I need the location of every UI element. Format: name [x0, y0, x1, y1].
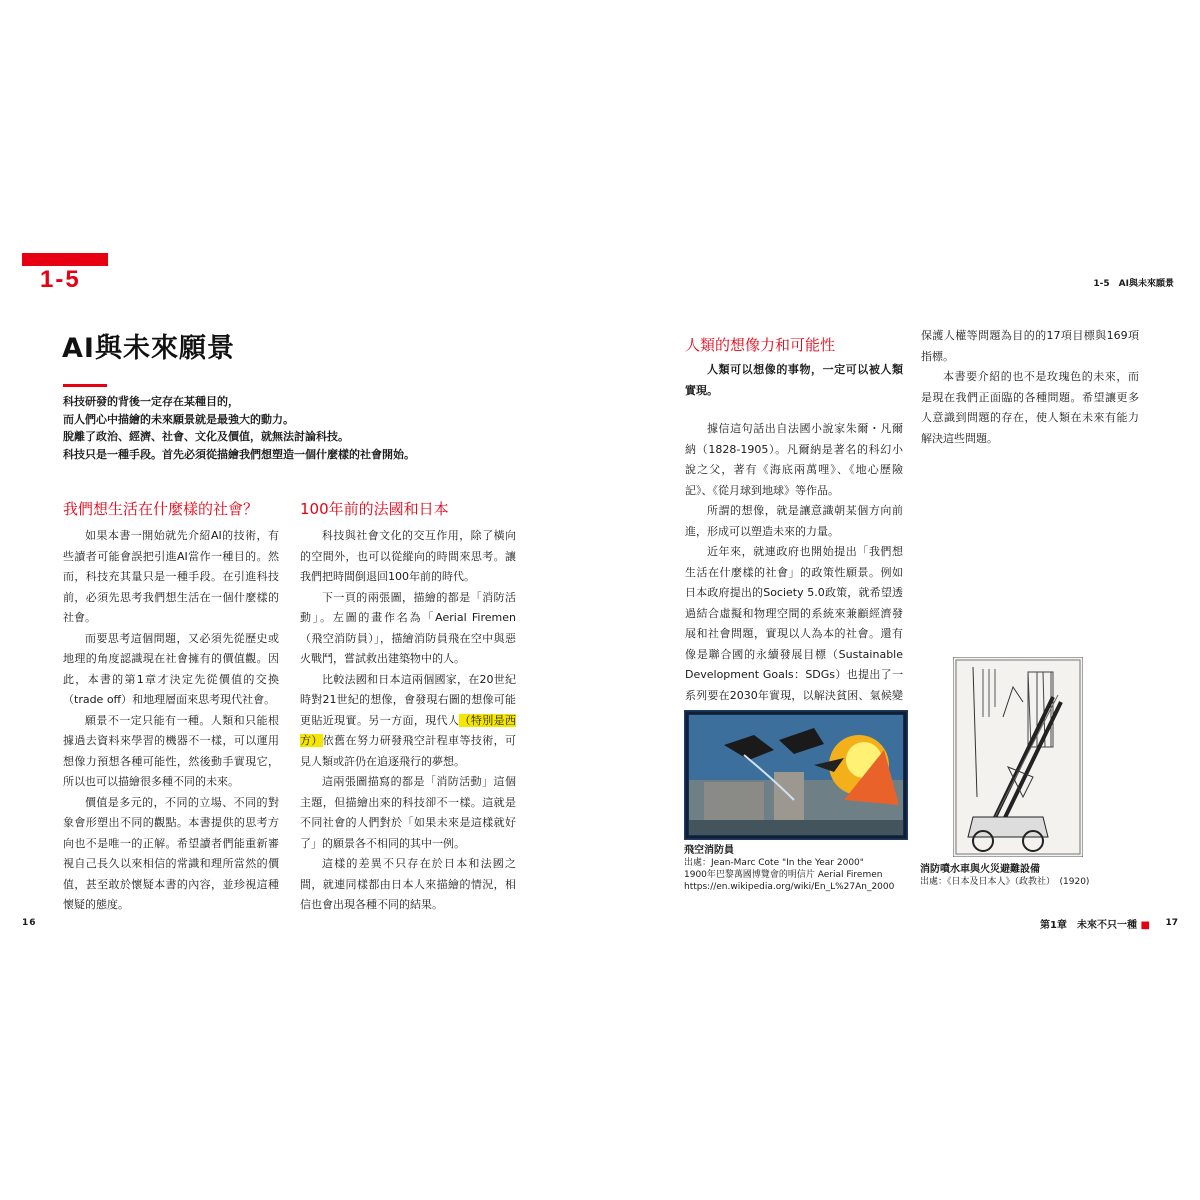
chapter-footer [1040, 916, 1150, 931]
lead-paragraph [63, 393, 483, 463]
lead-line: 科技研發的背後一定存在某種目的， [63, 395, 239, 408]
section-heading: 100年前的法國和日本 [300, 500, 449, 518]
text: 比較法國和日本這兩個國家，在20世紀時對21世紀的想像，會發現右圖的想像可能更貼近現實。另一方面，現代人 [300, 672, 516, 727]
highlighted-text: （特別是西方） [300, 713, 517, 747]
lead-line: 脫離了政治、經濟、社會、文化及價值，就無法討論科技。 [63, 430, 349, 443]
figure-caption-right [920, 864, 1140, 888]
paragraph: 本書要介紹的也不是玫瑰色的未來，而是現在我們正面臨的各種問題。希望讓更多人意識到問題的存在，使人類在未來有能力解決這些問題。 [921, 370, 1139, 445]
paragraph: 近年來，就連政府也開始提出「我們想生活在什麼樣的社會」的政策性願景。例如日本政府提出的Society 5.0政策，就希望透過結合虛擬和物理空間的系統來兼顧經濟發展和社會問題，實現以人為本的社會。還有像是聯合國的永續發展目標（Sustainable Development Goals：SDGs）也提出了一系列要在2030年實現，以解決貧困、氣候變 [685, 545, 903, 702]
figure-caption-left [684, 845, 914, 893]
page-number-left: 16 [22, 918, 37, 928]
caption-line: 1900年巴黎萬國博覽會的明信片 Aerial Firemen [684, 870, 883, 880]
caption-line: https://en.wikipedia.org/wiki/En_L%27An_2000 [684, 882, 895, 892]
caption-source: 出處：《日本及日本人》（政教社） (1920) [920, 877, 1090, 887]
lead-line: 而人們心中描繪的未來願景就是最強大的動力。 [63, 412, 294, 426]
chapter-marker-bar [22, 253, 108, 266]
figure-title: 飛空消防員 [684, 845, 734, 856]
text: 依舊在努力研發飛空計程車等技術，可見人類或許仍在追逐飛行的夢想。 [300, 734, 517, 768]
running-head: 1-5 AI與未來願景 [1093, 279, 1174, 289]
square-bullet-icon: ■ [1140, 920, 1150, 931]
title-rule [63, 384, 107, 387]
paragraph: 價值是多元的，不同的立場、不同的對象會形塑出不同的觀點。本書提供的思考方向也不是唯一的正解。希望讀者們能重新審視自己長久以來相信的常識和理所當然的價值，甚至敢於懷疑本書的內容，並珍視這種懷疑的態度。 [63, 795, 279, 911]
chapter-footer-text: 第1章 未來不只一種 [1040, 920, 1137, 931]
paragraph: 保護人權等問題為目的的17項目標與169項指標。 [921, 329, 1139, 363]
caption-line: 出處：Jean-Marc Cote "In the Year 2000" [684, 858, 864, 868]
paragraph: 下一頁的兩張圖，描繪的都是「消防活動」。左圖的畫作名為「Aerial Firemen（飛空消防員）」，描繪消防員飛在空中與惡火戰鬥，嘗試救出建築物中的人。 [300, 590, 516, 665]
quote: 人類可以想像的事物，一定可以被人類實現。 [685, 363, 903, 397]
paragraph [300, 670, 516, 773]
body-column-3 [685, 360, 903, 727]
section-heading: 我們想生活在什麼樣的社會？ [63, 500, 259, 518]
body-column-1 [63, 526, 279, 916]
paragraph: 而要思考這個問題，又必須先從歷史或地理的角度認識現在社會擁有的價值觀。因此，本書的第1章才決定先從價值的交換（trade off）和地理層面來思考現代社會。 [63, 631, 279, 706]
figure-title: 消防噴水車與火災避難設備 [920, 864, 1040, 875]
paragraph: 如果本書一開始就先介紹AI的技術，有些讀者可能會誤把引進AI當作一種目的。然而，科技充其量只是一種手段。在引進科技前，必須先思考我們想生活在一個什麼樣的社會。 [63, 529, 279, 624]
aerial-firemen-illustration [684, 710, 908, 840]
page-title: AI與未來願景 [62, 333, 235, 364]
section-heading: 人類的想像力和可能性 [685, 336, 836, 354]
paragraph: 願景不一定只能有一種。人類和只能根據過去資料來學習的機器不一樣，可以運用想像力預想各種可能性，然後動手實現它，所以也可以描繪很多種不同的未來。 [63, 713, 279, 788]
paragraph: 所謂的想像，就是讓意識朝某個方向前進，形成可以塑造未來的力量。 [685, 504, 903, 538]
page-number-right: 17 [1165, 918, 1178, 928]
paragraph: 這兩張圖描寫的都是「消防活動」這個主題，但描繪出來的科技卻不一樣。這就是不同社會的人們對於「如果未來是這樣就好了」的願景各不相同的其中一例。 [300, 775, 516, 850]
body-column-2 [300, 526, 516, 916]
fire-engine-image [953, 657, 1083, 857]
body-column-4 [921, 326, 1139, 449]
paragraph: 科技與社會文化的交互作用，除了橫向的空間外，也可以從縱向的時間來思考。讓我們把時間倒退回100年前的時代。 [300, 529, 516, 583]
chapter-number: 1-5 [40, 266, 81, 293]
lead-line: 科技只是一種手段。首先必須從描繪我們想塑造一個什麼樣的社會開始。 [63, 447, 415, 461]
paragraph: 這樣的差異不只存在於日本和法國之間，就連同樣都由日本人來描繪的情況，相信也會出現各種不同的結果。 [300, 857, 516, 911]
aerial-firemen-image [684, 710, 908, 840]
paragraph: 據信這句話出自法國小說家朱爾・凡爾納（1828-1905）。凡爾納是著名的科幻小說之父，著有《海底兩萬哩》、《地心歷險記》、《從月球到地球》等作品。 [685, 422, 903, 497]
fire-engine-illustration [953, 657, 1083, 857]
